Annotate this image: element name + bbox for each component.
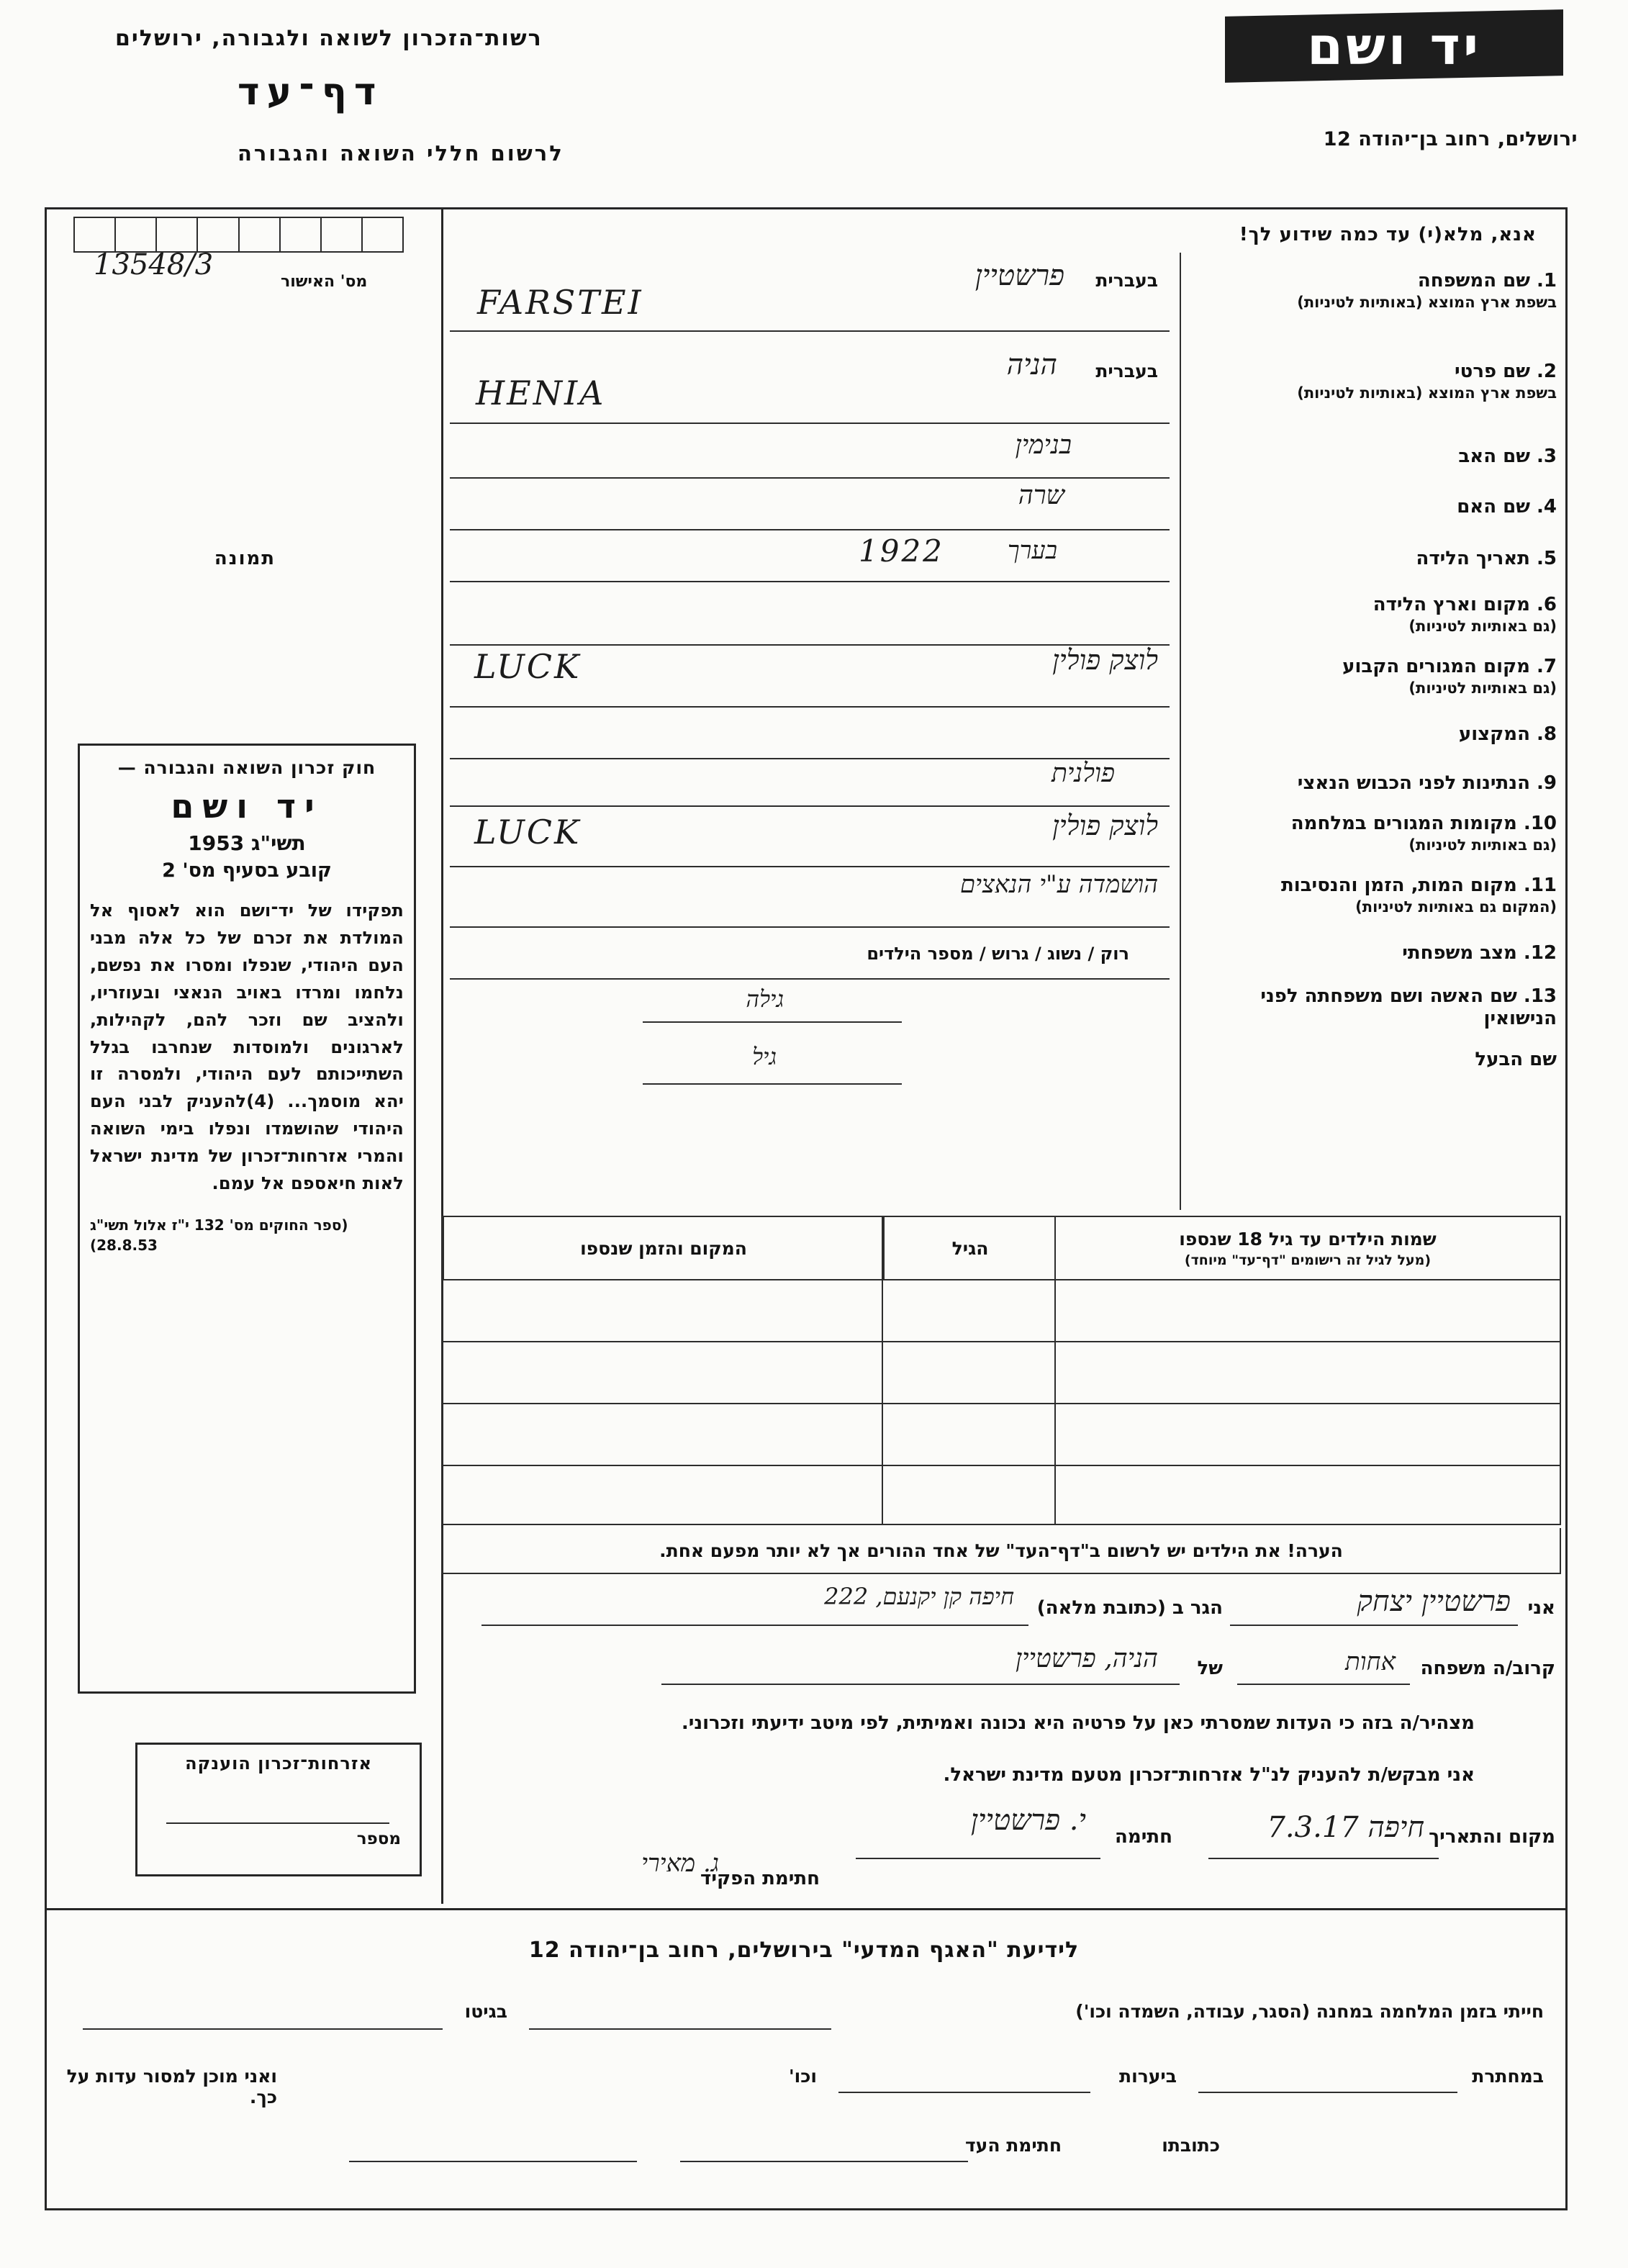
declaration-place-date-value: חיפה 7.3.17	[1267, 1811, 1424, 1844]
value-mother-name: שרה	[1018, 481, 1064, 510]
rule-relation	[1237, 1684, 1410, 1685]
yad-vashem-logo	[1225, 9, 1563, 83]
serial-number-box	[65, 217, 410, 296]
law-year: תשי"ג 1953	[188, 831, 306, 855]
lower-line2-label: במחתרת	[1472, 2066, 1544, 2087]
photo-placeholder-label: תמונה	[214, 548, 276, 569]
lower-section-title: לידיעת "האגף המדעי" בירושלים, רחוב בן־יהודה 12	[528, 1938, 1080, 1963]
value-birth-year: 1922	[859, 533, 944, 569]
rule-husband-name	[643, 1083, 902, 1085]
rule-marital-status	[450, 978, 1170, 980]
label-column-divider	[1180, 253, 1181, 1210]
children-table-row-rule-3	[443, 1465, 1560, 1466]
lower-rule-1b	[83, 2028, 443, 2030]
law-text-box	[78, 744, 416, 1694]
declaration-request: אני מבקש/ת להעניק לנ"ל אזרחות־זכרון מטעם מדינת ישראל.	[943, 1764, 1475, 1786]
rule-place-date	[1208, 1858, 1439, 1859]
field-label-first-name: 2. שם פרטי בשפת ארץ המוצא (באותיות לטיניות)	[1297, 361, 1557, 402]
declaration-relation-value: אחות	[1345, 1648, 1396, 1676]
children-table-col-rule-1	[1054, 1217, 1056, 1524]
declaration-statement: מצהיר/ה בזה כי העדות שמסרתי כאן על פרטיה היא נכונה ואמיתית, לפי מיטב ידיעתי וזכרוני.	[681, 1712, 1475, 1734]
field-label-profession: 8. המקצוע	[1458, 723, 1557, 745]
rule-declarant-name	[1230, 1625, 1518, 1626]
value-wartime-residence-latin: LUCK	[474, 813, 582, 851]
declaration-place-date-label: מקום והתאריך	[1429, 1826, 1555, 1848]
lower-line3-label: חתימת העד	[964, 2135, 1062, 2156]
declaration-address-value: חיפה קן יקנעם, 222	[824, 1583, 1014, 1610]
lower-rule-1a	[529, 2028, 831, 2030]
left-column	[49, 209, 443, 1904]
logo-text: יד ושם	[1306, 16, 1482, 77]
form-subtitle: לרשום חללי השואה והגבורה	[238, 141, 564, 166]
law-reference: (ספר החוקים מס' 132 י"ז אלול תשי"ג 28.8.53)	[90, 1216, 348, 1254]
organization-line: רשות־הזכרון לשואה ולגבורה, ירושלים	[115, 26, 543, 51]
rule-declarant-address	[481, 1625, 1028, 1626]
lower-line1-label: חייתי בזמן המלחמה במחנה (הסגר, עבודה, השמדה וכו')	[1075, 2001, 1544, 2022]
children-table-row-rule-1	[443, 1341, 1560, 1342]
document-header	[0, 0, 1628, 194]
field-label-birth-date: 5. תאריך הלידה	[1416, 548, 1557, 569]
rule-family-name	[450, 330, 1170, 332]
declaration-i-am-value: פרשטיין יצחק	[1357, 1585, 1511, 1618]
children-table-row-rule-2	[443, 1403, 1560, 1404]
form-title: דף־עד	[238, 71, 384, 114]
lower-line2-end: ואני מוכן למסור עדות על כך.	[66, 2066, 277, 2107]
field-label-birth-place: 6. מקום וארץ הלידה (גם באותיות לטיניות)	[1373, 594, 1557, 636]
value-first-name-hebrew: הניה	[1006, 348, 1057, 381]
lower-rule-3b	[349, 2161, 637, 2162]
declaration-signature-label: חתימה	[1115, 1826, 1172, 1848]
citizenship-granted-title: אזרחות־זכרון הוענקה	[185, 1753, 372, 1774]
plea-text: אנא, מלא(י) עד כמה שידוע לך!	[1239, 224, 1537, 245]
field-label-mother-name: 4. שם האם	[1457, 496, 1557, 518]
rule-of-person	[661, 1684, 1180, 1685]
children-table-header-rule	[443, 1279, 1560, 1280]
hebrew-tag-first-name: בעברית	[1095, 361, 1158, 381]
rule-first-name	[450, 423, 1170, 424]
rule-permanent-residence	[450, 706, 1170, 708]
field-label-permanent-residence: 7. מקום המגורים הקבוע (גם באותיות לטיניות)	[1342, 656, 1557, 697]
rule-birth-date	[450, 581, 1170, 582]
scientific-department-section	[45, 1906, 1568, 2210]
declaration-address-label: הגר ב (כתובת מלאה)	[1036, 1597, 1223, 1619]
citizenship-number-label: מספר	[356, 1830, 401, 1848]
value-wartime-residence-hebrew: לוצק פולין	[1052, 810, 1158, 841]
value-father-name: בנימין	[1015, 430, 1072, 460]
rule-signature	[856, 1858, 1100, 1859]
field-label-nationality: 9. הנתינות לפני הכבוש הנאצי	[1297, 772, 1557, 794]
rule-wartime-residence	[450, 866, 1170, 867]
logo-address: ירושלים, רחוב בן־יהודה 12	[1323, 128, 1578, 150]
lower-rule-2a	[1198, 2092, 1457, 2093]
rule-mother-name	[450, 529, 1170, 530]
value-wife-name: גילה	[746, 985, 784, 1013]
children-table-header-names: שמות הילדים עד גיל 18 שנספו (מעל לגיל זה רישומים "דף־עד" מיוחד)	[1179, 1228, 1437, 1268]
serial-number-label: מס' האישור	[281, 273, 368, 291]
children-table-col-rule-2	[882, 1217, 883, 1524]
declaration-officer-label: חתימת הפקיד	[700, 1868, 820, 1889]
lower-line1-suffix: בגיטו	[464, 2001, 507, 2022]
declaration-of-label: של	[1197, 1658, 1223, 1679]
declaration-block	[441, 1581, 1561, 1905]
children-table-header-place: המקום והזמן שנספו	[443, 1217, 883, 1279]
field-label-father-name: 3. שם האב	[1458, 446, 1557, 467]
citizenship-number-rule	[166, 1822, 389, 1824]
field-label-wife-name: 13. שם האשה ושם משפחתה לפני הנישואין	[1260, 985, 1557, 1030]
declaration-of-value: הניה, פרשטיין	[1015, 1644, 1158, 1673]
lower-line3-mid: כתובתו	[1162, 2135, 1220, 2156]
rule-wife-name	[643, 1021, 902, 1023]
field-label-death-details: 11. מקום המות, הזמן והנסיבות (המקום גם באותיות לטיניות)	[1281, 875, 1557, 916]
value-family-name-hebrew: פרשטיין	[974, 259, 1064, 292]
value-husband-name: גיל	[752, 1043, 777, 1070]
value-nationality: פולנית	[1051, 759, 1115, 788]
serial-number-value: 13548/3	[94, 248, 214, 281]
hebrew-tag-family-name: בעברית	[1095, 270, 1158, 291]
children-note: הערה! את הילדים יש לרשום ב"דף־העד" של אחד ההורים אך לא יותר מפעם אחת.	[441, 1528, 1561, 1574]
form-frame	[45, 207, 1568, 1910]
rule-father-name	[450, 477, 1170, 479]
citizenship-granted-box	[135, 1743, 422, 1876]
law-body-text: תפקידו של יד־ושם הוא לאסוף אל המולדת את זכרם של כל אלה מבני העם היהודי, שנפלו ומסרו את נפשם, נלחמו ומרדו באויב הנאצי ובעוזריו, ולהציב שם וזכר להם, לקהילות, לארגונים ולמוסדות שנחרבו בגלל השתייכותם לעם היהודי, ולמסרה זו יהא מוסמך... (4)להעניק לבני העם היהודי שהושמדו ונפלו בימי השואה והמרי אזרחות־זכרון של מדינת ישראל לאות חיאספם אל עמם.	[90, 900, 404, 1194]
value-family-name-latin: FARSTEI	[477, 283, 643, 322]
value-permanent-residence-latin: LUCK	[474, 647, 582, 686]
declaration-signature-value: י. פרשטיין	[970, 1804, 1086, 1837]
value-first-name-latin: HENIA	[476, 374, 606, 412]
declaration-i-am-label: אני	[1527, 1597, 1555, 1619]
field-label-marital-status: 12. מצב משפחתי	[1402, 942, 1557, 964]
field-label-family-name: 1. שם המשפחה בשפת ארץ המוצא (באותיות לטיניות)	[1297, 270, 1557, 312]
value-birth-approx: בערך	[1007, 536, 1057, 565]
rule-death-details	[450, 926, 1170, 928]
field-label-husband-name: שם הבעל	[1475, 1049, 1557, 1070]
lower-line2-mid: ביערות	[1119, 2066, 1177, 2087]
children-table-header-age: הגיל	[883, 1217, 1056, 1279]
lower-line2-suffix: וכו'	[789, 2066, 817, 2087]
declaration-relation-label: קרוב/ה משפחה	[1420, 1658, 1555, 1679]
field-label-wartime-residence: 10. מקומות המגורים במלחמה (גם באותיות לטיניות)	[1290, 813, 1557, 854]
marital-status-options: רוק / נשוג / גרוש / מספר הילדים	[867, 944, 1129, 964]
value-permanent-residence-hebrew: לוצק פולין	[1052, 644, 1158, 676]
law-title-small: חוק זכרון השואה והגבורה —	[117, 757, 376, 778]
serial-ticks	[73, 217, 404, 253]
rule-nationality	[450, 805, 1170, 807]
form-fields-column	[441, 253, 1561, 1904]
declaration-officer-value: ג. מאירי	[641, 1849, 719, 1878]
lower-rule-2b	[838, 2092, 1090, 2093]
value-death-details: הושמדה ע"י הנאצים	[959, 870, 1158, 899]
law-section: קובע בסעיף מס' 2	[162, 859, 332, 882]
children-table[interactable]	[441, 1216, 1561, 1525]
law-title-big: יד ושם	[171, 787, 323, 826]
lower-rule-3a	[680, 2161, 968, 2162]
